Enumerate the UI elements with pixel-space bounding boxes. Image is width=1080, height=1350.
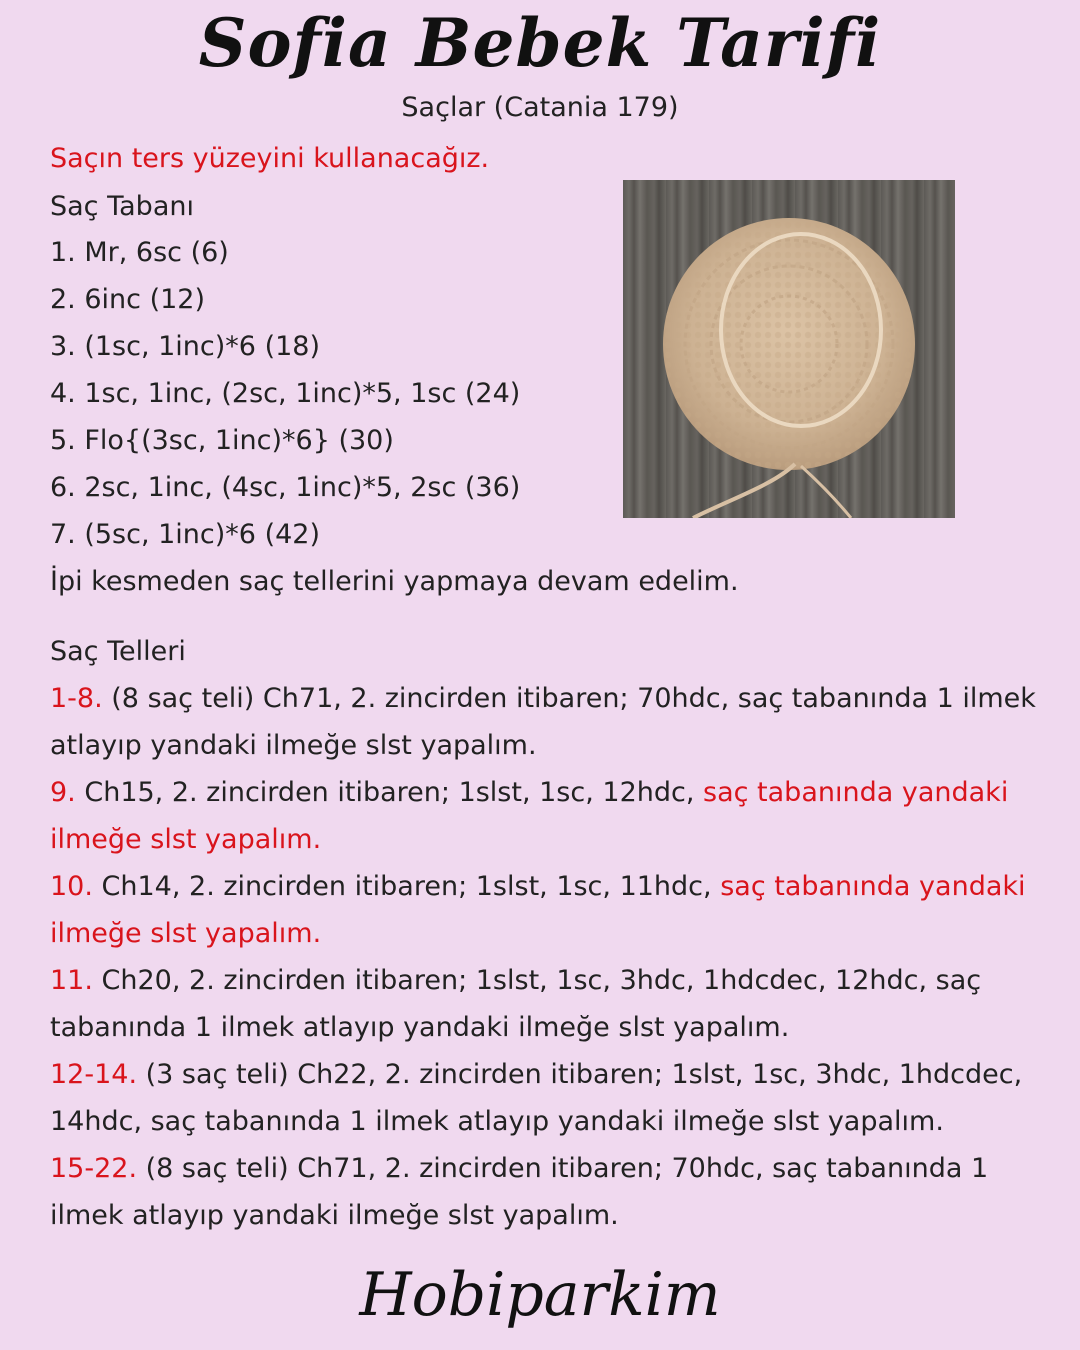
strand-step — [50, 957, 1050, 1051]
strand-step — [50, 769, 1050, 863]
base-row: 2. 6inc (12) — [50, 284, 205, 315]
strands-section-title: Saç Telleri — [50, 636, 186, 667]
strand-step-highlight: saç tabanında yandaki ilmeğe slst yapalım. — [50, 871, 1026, 949]
strand-step-number: 10. — [50, 871, 93, 902]
strand-step — [50, 1145, 1050, 1239]
base-row: 1. Mr, 6sc (6) — [50, 237, 229, 268]
strand-step-text: (3 saç teli) Ch22, 2. zincirden itibaren; 1slst, 1sc, 3hdc, 1hdcdec, 14hdc, saç tabanında 1 ilmek atlayıp yandaki ilmeğe slst yapalım. — [50, 1059, 1023, 1137]
brand-signature: Hobiparkim — [359, 1260, 721, 1330]
strand-step-text: Ch14, 2. zincirden itibaren; 1slst, 1sc, 11hdc, — [92, 871, 721, 902]
page-title: Sofia Bebek Tarifi — [198, 4, 882, 82]
base-row: 3. (1sc, 1inc)*6 (18) — [50, 331, 320, 362]
strand-step — [50, 863, 1050, 957]
strand-step-text: (8 saç teli) Ch71, 2. zincirden itibaren; 70hdc, saç tabanında 1 ilmek atlayıp yandaki ilmeğe slst yapalım. — [50, 683, 1036, 761]
base-row: 7. (5sc, 1inc)*6 (42) — [50, 519, 320, 550]
strand-step-number: 11. — [50, 965, 93, 996]
strand-step-highlight: saç tabanında yandaki ilmeğe slst yapalım. — [50, 777, 1009, 855]
strand-step-text: Ch15, 2. zincirden itibaren; 1slst, 1sc, 12hdc, — [75, 777, 704, 808]
strand-step-number: 1-8. — [50, 683, 103, 714]
intro-note: Saçın ters yüzeyini kullanacağız. — [50, 143, 490, 174]
base-section-title: Saç Tabanı — [50, 191, 194, 222]
strand-step — [50, 675, 1050, 769]
base-closing-note: İpi kesmeden saç tellerini yapmaya devam edelim. — [50, 566, 739, 597]
crochet-hair-base-photo — [623, 180, 955, 518]
base-row: 5. Flo{(3sc, 1inc)*6} (30) — [50, 425, 394, 456]
strand-step-number: 9. — [50, 777, 76, 808]
base-row: 6. 2sc, 1inc, (4sc, 1inc)*5, 2sc (36) — [50, 472, 521, 503]
strand-step — [50, 1051, 1050, 1145]
strand-step-number: 12-14. — [50, 1059, 138, 1090]
strand-step-number: 15-22. — [50, 1153, 138, 1184]
page-subtitle: Saçlar (Catania 179) — [401, 92, 679, 123]
strand-step-text: Ch20, 2. zincirden itibaren; 1slst, 1sc, 3hdc, 1hdcdec, 12hdc, saç tabanında 1 ilmek atlayıp yandaki ilmeğe slst yapalım. — [50, 965, 982, 1043]
strand-step-text: (8 saç teli) Ch71, 2. zincirden itibaren; 70hdc, saç tabanında 1 ilmek atlayıp yandaki ilmeğe slst yapalım. — [50, 1153, 989, 1231]
base-row: 4. 1sc, 1inc, (2sc, 1inc)*5, 1sc (24) — [50, 378, 521, 409]
